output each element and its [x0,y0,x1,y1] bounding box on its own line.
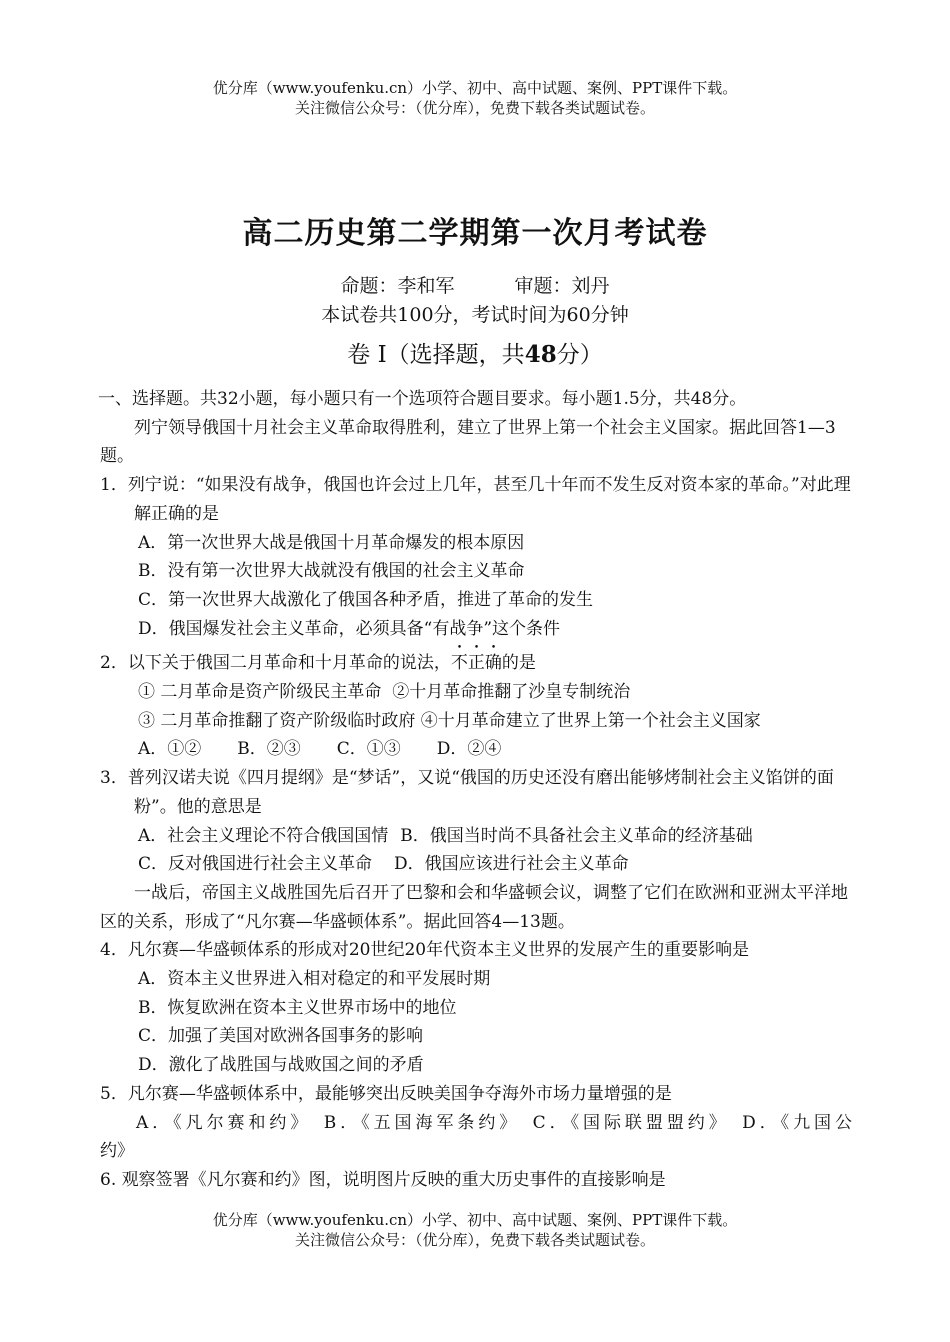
question-2-option-d: D．②④ [436,739,502,760]
question-5-stem: 5．凡尔赛—华盛顿体系中，最能够突出反映美国争夺海外市场力量增强的是 [100,1083,672,1104]
question-1 [100,471,852,643]
setter: 命题：李和军 [340,275,455,297]
question-3-option-b: B．俄国当时尚不具备社会主义革命的经济基础 [400,825,753,846]
question-4-option-c: C．加强了美国对欧洲各国事务的影响 [138,1026,424,1047]
header-line-2: 关注微信公众号：（优分库），免费下载各类试题试卷。 [294,99,655,117]
question-2-option-a: A．①② [138,739,202,760]
question-2-stem [100,643,852,678]
question-2-options [100,735,852,764]
page-footer [0,1210,950,1250]
question-1-option-c: C．第一次世界大战激化了俄国各种矛盾，推进了革命的发生 [138,589,594,610]
question-2-stem-emphasis: 不正确 [450,653,502,674]
question-5 [100,1080,852,1166]
authors-line [0,272,950,300]
section-heading [0,338,950,372]
exam-content [100,385,852,1195]
question-4-option-d: D．激化了战胜国与战败国之间的矛盾 [138,1055,424,1076]
section-points: 48 [524,341,557,368]
question-2-stem-after: 的是 [501,653,536,674]
question-2-option-c: C．①③ [336,739,401,760]
question-6-stem: 6. 观察签署《凡尔赛和约》图，说明图片反映的重大历史事件的直接影响是 [100,1169,666,1190]
question-4-option-b: B．恢复欧洲在资本主义世界市场中的地位 [138,997,457,1018]
question-5-options: A．《凡尔赛和约》 B．《五国海军条约》 C．《国际联盟盟约》 D．《九国公 [136,1112,852,1133]
question-3-option-a: A．社会主义理论不符合俄国国情 [138,825,389,846]
question-2-item-row-1: ① 二月革命是资产阶级民主革命 ②十月革命推翻了沙皇专制统治 [138,682,631,703]
question-1-option-d: D．俄国爆发社会主义革命，必须具备“有战争”这个条件 [138,618,561,639]
question-2 [100,643,852,764]
section-prefix: 卷 Ⅰ（选择题，共 [347,342,525,368]
header-line-1: 优分库（www.youfenku.cn）小学、初中、高中试题、案例、PPT课件下载。 [212,79,738,97]
question-2-option-b: B．②③ [237,739,301,760]
section-suffix: 分） [556,342,603,368]
footer-line-1: 优分库（www.youfenku.cn）小学、初中、高中试题、案例、PPT课件下载。 [212,1211,738,1229]
question-1-option-a: A．第一次世界大战是俄国十月革命爆发的根本原因 [138,532,525,553]
question-5-options-wrap: 约》 [100,1141,134,1162]
question-1-option-b: B．没有第一次世界大战就没有俄国的社会主义革命 [138,561,525,582]
exam-title: 高二历史第二学期第一次月考试卷 [242,216,708,251]
question-4 [100,936,852,1080]
question-3 [100,764,852,879]
question-2-stem-before: 2．以下关于俄国二月革命和十月革命的说法， [100,653,451,674]
question-1-stem: 1．列宁说：“如果没有战争，俄国也许会过上几年，甚至几十年而不发生反对资本家的革命。”对此理解正确的是 [100,475,851,524]
question-2-item-row-2: ③ 二月革命推翻了资产阶级临时政府 ④十月革命建立了世界上第一个社会主义国家 [138,710,761,731]
question-4-option-a: A．资本主义世界进入相对稳定的和平发展时期 [138,969,491,990]
question-3-options-row-1 [100,822,852,851]
question-3-option-c: C．反对俄国进行社会主义革命 [138,854,373,875]
passage-2: 一战后，帝国主义战胜国先后召开了巴黎和会和华盛顿会议，调整了它们在欧洲和亚洲太平洋地区的关系，形成了“凡尔赛—华盛顿体系”。据此回答4—13题。 [100,882,848,932]
page-header [0,78,950,118]
question-6 [100,1166,852,1195]
question-4-stem: 4．凡尔赛—华盛顿体系的形成对20世纪20年代资本主义世界的发展产生的重要影响是 [100,940,750,961]
passage-1: 列宁领导俄国十月社会主义革命取得胜利，建立了世界上第一个社会主义国家。据此回答1—3题。 [100,417,836,467]
question-3-option-d: D．俄国应该进行社会主义革命 [394,854,629,875]
question-3-stem: 3．普列汉诺夫说《四月提纲》是“梦话”，又说“俄国的历史还没有磨出能够烤制社会主义馅饼的面粉”。他的意思是 [100,768,834,817]
paper-info: 本试卷共100分，考试时间为60分钟 [321,304,629,326]
question-3-options-row-2 [100,850,852,879]
reviewer: 审题：刘丹 [514,275,610,297]
instructions: 一、选择题。共32小题，每小题只有一个选项符合题目要求。每小题1.5分，共48分。 [98,389,747,409]
footer-line-2: 关注微信公众号：（优分库），免费下载各类试题试卷。 [294,1231,655,1249]
